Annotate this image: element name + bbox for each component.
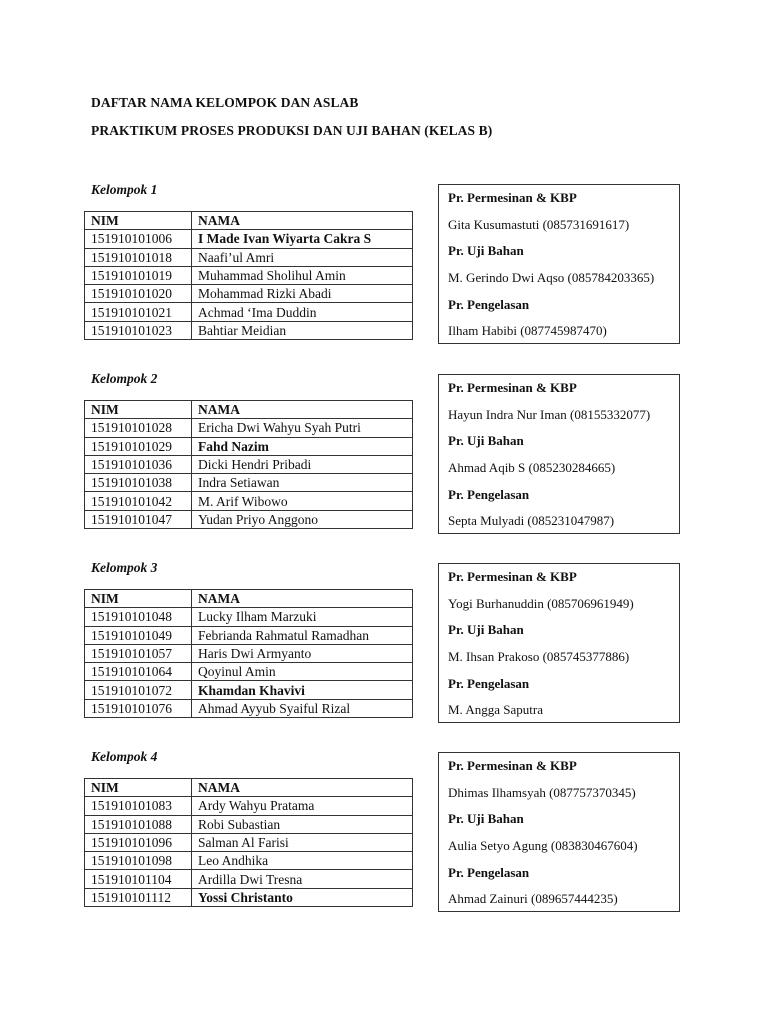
- table-row: [85, 626, 413, 644]
- nim-header: NIM: [85, 401, 192, 419]
- nim-cell: 151910101076: [85, 699, 192, 717]
- nama-cell: Muhammad Sholihul Amin: [192, 266, 413, 284]
- table-row: [85, 419, 413, 437]
- group-heading: Kelompok 2: [91, 371, 158, 386]
- nim-cell: 151910101064: [85, 663, 192, 681]
- table-row: [85, 699, 413, 717]
- table-header-row: [85, 212, 413, 230]
- document-subtitle: PRAKTIKUM PROSES PRODUKSI DAN UJI BAHAN (KELAS B): [91, 123, 493, 138]
- assistant-name: M. Angga Saputra: [448, 702, 543, 718]
- nim-cell: 151910101042: [85, 492, 192, 510]
- table-row: [85, 285, 413, 303]
- group-heading: Kelompok 3: [91, 560, 158, 575]
- aslab-box: [438, 374, 680, 534]
- nim-cell: 151910101057: [85, 644, 192, 662]
- aslab-box: [438, 752, 680, 912]
- lab-name: Pr. Pengelasan: [448, 864, 530, 880]
- nim-cell: 151910101028: [85, 419, 192, 437]
- assistant-name: Ahmad Aqib S (085230284665): [448, 460, 616, 476]
- lab-name: Pr. Permesinan & KBP: [448, 190, 577, 205]
- group-heading: Kelompok 1: [91, 182, 158, 197]
- nim-cell: 151910101047: [85, 510, 192, 528]
- table-row: [85, 510, 413, 528]
- table-row: [85, 492, 413, 510]
- nim-cell: 151910101049: [85, 626, 192, 644]
- assistant-name: M. Gerindo Dwi Aqso (085784203365): [448, 270, 655, 286]
- nama-cell: Fahd Nazim: [192, 437, 413, 455]
- nim-header: NIM: [85, 590, 192, 608]
- nama-header: NAMA: [192, 590, 413, 608]
- lab-name: Pr. Uji Bahan: [448, 811, 524, 827]
- nama-cell: Indra Setiawan: [192, 474, 413, 492]
- nama-cell: Achmad ‘Ima Duddin: [192, 303, 413, 321]
- nama-cell: Yudan Priyo Anggono: [192, 510, 413, 528]
- nim-header: NIM: [85, 212, 192, 230]
- nama-cell: Mohammad Rizki Abadi: [192, 285, 413, 303]
- lab-name: Pr. Pengelasan: [448, 296, 530, 312]
- nama-cell: I Made Ivan Wiyarta Cakra S: [192, 230, 413, 248]
- nim-cell: 151910101112: [85, 888, 192, 906]
- lab-name: Pr. Uji Bahan: [448, 433, 524, 449]
- nama-cell: Qoyinul Amin: [192, 663, 413, 681]
- nama-cell: Naafi’ul Amri: [192, 248, 413, 266]
- assistant-name: Hayun Indra Nur Iman (08155332077): [448, 406, 651, 422]
- nama-cell: Febrianda Rahmatul Ramadhan: [192, 626, 413, 644]
- table-row: [85, 474, 413, 492]
- lab-name: Pr. Permesinan & KBP: [448, 569, 577, 584]
- lab-name: Pr. Pengelasan: [448, 486, 530, 502]
- nim-cell: 151910101021: [85, 303, 192, 321]
- table-row: [85, 815, 413, 833]
- group-members-table: [84, 778, 413, 907]
- assistant-name: Aulia Setyo Agung (083830467604): [448, 838, 638, 854]
- nama-cell: Ahmad Ayyub Syaiful Rizal: [192, 699, 413, 717]
- table-header-row: [85, 779, 413, 797]
- table-row: [85, 321, 413, 339]
- group-members-table: [84, 400, 413, 529]
- nim-cell: 151910101072: [85, 681, 192, 699]
- table-row: [85, 797, 413, 815]
- nim-cell: 151910101018: [85, 248, 192, 266]
- table-header-row: [85, 590, 413, 608]
- lab-name: Pr. Uji Bahan: [448, 243, 524, 259]
- table-header-row: [85, 401, 413, 419]
- nim-cell: 151910101006: [85, 230, 192, 248]
- lab-name: Pr. Permesinan & KBP: [448, 380, 577, 395]
- table-row: [85, 455, 413, 473]
- group-heading: Kelompok 4: [91, 749, 158, 764]
- nama-cell: M. Arif Wibowo: [192, 492, 413, 510]
- nama-cell: Bahtiar Meidian: [192, 321, 413, 339]
- aslab-box: [438, 184, 680, 344]
- nim-cell: 151910101036: [85, 455, 192, 473]
- nama-header: NAMA: [192, 401, 413, 419]
- group-members-table: [84, 589, 413, 718]
- nim-cell: 151910101096: [85, 833, 192, 851]
- table-row: [85, 870, 413, 888]
- table-row: [85, 888, 413, 906]
- nim-cell: 151910101104: [85, 870, 192, 888]
- table-row: [85, 852, 413, 870]
- document-title: DAFTAR NAMA KELOMPOK DAN ASLAB: [91, 95, 359, 110]
- nama-cell: Ardy Wahyu Pratama: [192, 797, 413, 815]
- aslab-box: [438, 563, 680, 723]
- nama-cell: Haris Dwi Armyanto: [192, 644, 413, 662]
- table-row: [85, 663, 413, 681]
- assistant-name: Gita Kusumastuti (085731691617): [448, 216, 630, 232]
- nim-cell: 151910101023: [85, 321, 192, 339]
- nama-cell: Khamdan Khavivi: [192, 681, 413, 699]
- nama-cell: Ardilla Dwi Tresna: [192, 870, 413, 888]
- nama-cell: Leo Andhika: [192, 852, 413, 870]
- nama-cell: Salman Al Farisi: [192, 833, 413, 851]
- assistant-name: Yogi Burhanuddin (085706961949): [448, 595, 634, 611]
- assistant-name: M. Ihsan Prakoso (085745377886): [448, 649, 630, 665]
- nim-cell: 151910101083: [85, 797, 192, 815]
- nama-cell: Yossi Christanto: [192, 888, 413, 906]
- table-row: [85, 437, 413, 455]
- table-row: [85, 608, 413, 626]
- assistant-name: Dhimas Ilhamsyah (087757370345): [448, 784, 636, 800]
- table-row: [85, 303, 413, 321]
- nama-header: NAMA: [192, 212, 413, 230]
- table-row: [85, 266, 413, 284]
- lab-name: Pr. Uji Bahan: [448, 622, 524, 638]
- nim-cell: 151910101088: [85, 815, 192, 833]
- nama-cell: Ericha Dwi Wahyu Syah Putri: [192, 419, 413, 437]
- assistant-name: Ahmad Zainuri (089657444235): [448, 891, 618, 907]
- table-row: [85, 248, 413, 266]
- assistant-name: Ilham Habibi (087745987470): [448, 323, 607, 339]
- nama-cell: Robi Subastian: [192, 815, 413, 833]
- nim-cell: 151910101019: [85, 266, 192, 284]
- nama-header: NAMA: [192, 779, 413, 797]
- assistant-name: Septa Mulyadi (085231047987): [448, 513, 615, 529]
- nim-cell: 151910101048: [85, 608, 192, 626]
- table-row: [85, 833, 413, 851]
- table-row: [85, 230, 413, 248]
- nim-cell: 151910101020: [85, 285, 192, 303]
- lab-name: Pr. Pengelasan: [448, 675, 530, 691]
- table-row: [85, 644, 413, 662]
- nim-cell: 151910101029: [85, 437, 192, 455]
- group-members-table: [84, 211, 413, 340]
- nama-cell: Dicki Hendri Pribadi: [192, 455, 413, 473]
- nama-cell: Lucky Ilham Marzuki: [192, 608, 413, 626]
- table-row: [85, 681, 413, 699]
- nim-cell: 151910101098: [85, 852, 192, 870]
- nim-cell: 151910101038: [85, 474, 192, 492]
- lab-name: Pr. Permesinan & KBP: [448, 758, 577, 773]
- nim-header: NIM: [85, 779, 192, 797]
